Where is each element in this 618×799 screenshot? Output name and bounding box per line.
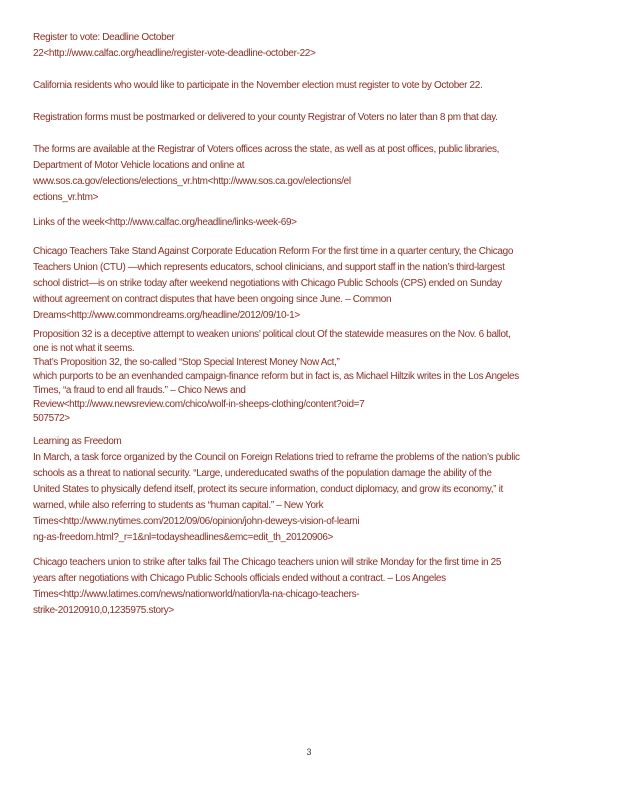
text-line: Times<http://www.latimes.com/news/nationworld/nation/la-na-chicago-teachers- [33, 589, 360, 600]
text-line: In March, a task force organized by the Council on Foreign Relations tried to reframe the problems of the nation’s public [33, 452, 520, 463]
text-line: school district—is on strike today after weekend negotiations with Chicago Public Schools (CPS) ended on Sunday [33, 278, 502, 289]
text-line: That’s Proposition 32, the so-called “Stop Special Interest Money Now Act,” [33, 357, 340, 368]
text-line: United States to physically defend itself, protect its secure information, conduct diplomacy, and grow its economy,” it [33, 484, 503, 495]
text-line: which purports to be an evenhanded campaign-finance reform but in fact is, as Michael Hiltzik writes in the Los Angeles [33, 371, 519, 382]
text-line: years after negotiations with Chicago Public Schools officials ended without a contract. – Los Angeles [33, 573, 446, 584]
text-line: www.sos.ca.gov/elections/elections_vr.htm<http://www.sos.ca.gov/elections/el [33, 176, 351, 187]
text-line: 22<http://www.calfac.org/headline/register-vote-deadline-october-22> [33, 48, 316, 59]
paragraph-forms-availability [33, 142, 598, 206]
paragraph-chicago-teachers-stand [33, 244, 598, 324]
text-line: Department of Motor Vehicle locations and online at [33, 160, 245, 171]
text-line: 507572> [33, 413, 70, 424]
text-line: schools as a threat to national security. “Large, undereducated swaths of the population damage the ability of the [33, 468, 492, 479]
paragraph-learning-as-freedom [33, 434, 598, 546]
text-line: Chicago Teachers Take Stand Against Corporate Education Reform For the first time in a quarter century, the Chicago [33, 246, 514, 257]
paragraph-register-to-vote-headline [33, 30, 598, 62]
text-line: Registration forms must be postmarked or delivered to your county Registrar of Voters no later than 8 pm that day. [33, 112, 498, 123]
text-line: Teachers Union (CTU) —which represents educators, school clinicians, and support staff in the nation’s third-largest [33, 262, 505, 273]
paragraph-links-of-the-week [33, 215, 598, 231]
text-line: Dreams<http://www.commondreams.org/headline/2012/09/10-1> [33, 310, 300, 321]
text-line: Proposition 32 is a deceptive attempt to weaken unions’ political clout Of the statewide measures on the Nov. 6 ballot, [33, 329, 511, 340]
text-line: Links of the week<http://www.calfac.org/headline/links-week-69> [33, 217, 297, 228]
text-line: without agreement on contract disputes that have been ongoing since June. – Common [33, 294, 392, 305]
text-line: Chicago teachers union to strike after talks fail The Chicago teachers union will strike Monday for the first time in 25 [33, 557, 502, 568]
text-line: Register to vote: Deadline October [33, 32, 175, 43]
text-line: warned, while also referring to students as “human capital.” – New York [33, 500, 324, 511]
text-line: Times, “a fraud to end all frauds.” – Chico News and [33, 385, 246, 396]
document-body [33, 30, 598, 619]
text-line: Times<http://www.nytimes.com/2012/09/06/opinion/john-deweys-vision-of-learni [33, 516, 360, 527]
text-line: ections_vr.htm> [33, 192, 99, 203]
text-line: The forms are available at the Registrar of Voters offices across the state, as well as at post offices, public libraries, [33, 144, 500, 155]
text-line: strike-20120910,0,1235975.story> [33, 605, 174, 616]
text-line: Review<http://www.newsreview.com/chico/wolf-in-sheeps-clothing/content?oid=7 [33, 399, 365, 410]
text-line: ng-as-freedom.html?_r=1&nl=todaysheadlines&emc=edit_th_20120906> [33, 532, 334, 543]
paragraph-registration-forms [33, 110, 598, 126]
text-line: Learning as Freedom [33, 436, 122, 447]
page-number: 3 [306, 747, 312, 757]
paragraph-proposition-32 [33, 328, 598, 426]
text-line: California residents who would like to participate in the November election must register to vote by October 22. [33, 80, 483, 91]
paragraph-california-residents [33, 78, 598, 94]
paragraph-chicago-union-strike [33, 555, 598, 619]
text-line: one is not what it seems. [33, 343, 135, 354]
